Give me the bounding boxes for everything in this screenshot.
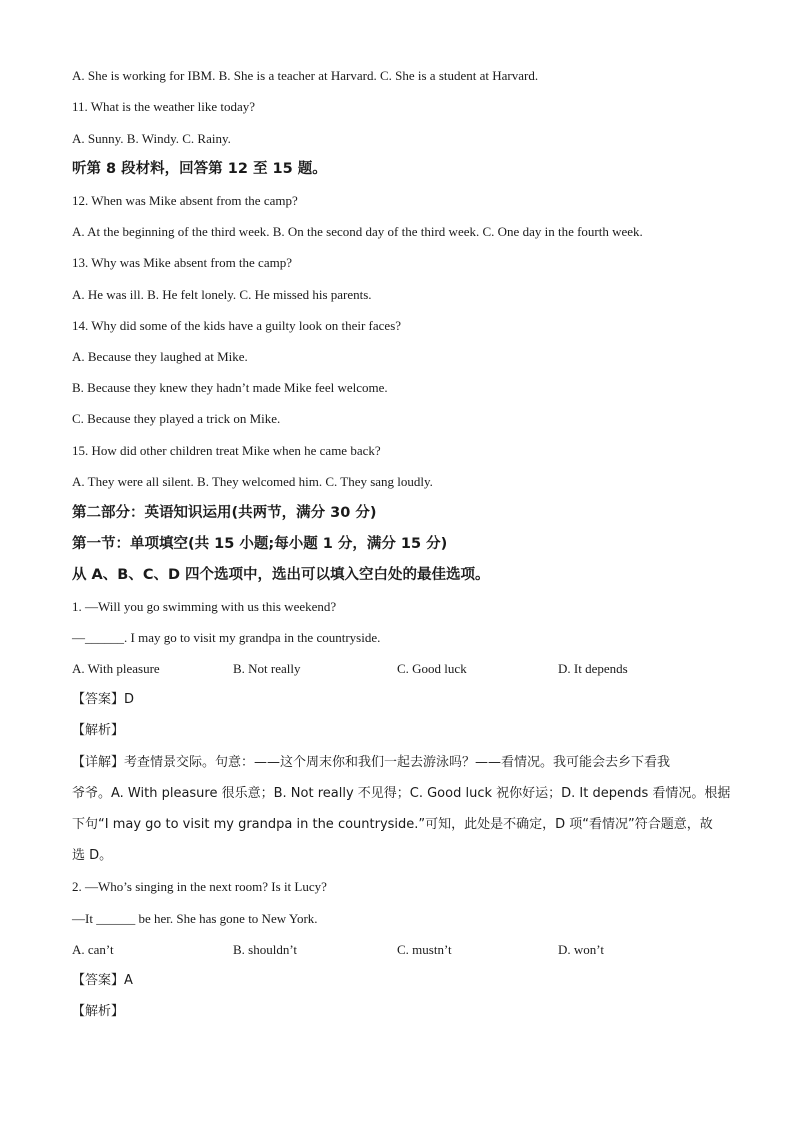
part-two-heading: 第二部分：英语知识运用(共两节，满分 30 分) [72, 505, 377, 521]
q2-response: —It ______ be her. She has gone to New York. [72, 911, 318, 926]
q14-option-a: A. Because they laughed at Mike. [72, 349, 248, 364]
q12-options: A. At the beginning of the third week. B. On the second day of the third week. C. One day in the fourth week. [72, 224, 643, 239]
q1-response: —______. I may go to visit my grandpa in the countryside. [72, 630, 381, 645]
q13-options: A. He was ill. B. He felt lonely. C. He missed his parents. [72, 287, 372, 302]
section-one-heading: 第一节：单项填空(共 15 小题;每小题 1 分，满分 15 分) [72, 536, 448, 552]
q14-stem: 14. Why did some of the kids have a guilty look on their faces? [72, 318, 402, 333]
q2-stem: 2. —Who’s singing in the next room? Is it Lucy? [72, 879, 327, 894]
section-heading-passage-8: 听第 8 段材料，回答第 12 至 15 题。 [72, 161, 327, 177]
q2-option-a: A. can’t [72, 942, 114, 957]
q2-analysis-label: 【解析】 [72, 1004, 125, 1019]
q1-answer: 【答案】D [72, 692, 135, 707]
q1-detail-line-1: 【详解】考查情景交际。句意：——这个周末你和我们一起去游泳吗？——看情况。我可能会去乡下看我 [72, 755, 671, 770]
q1-stem: 1. —Will you go swimming with us this weekend? [72, 599, 337, 614]
q1-analysis-label: 【解析】 [72, 723, 125, 738]
q1-option-a: A. With pleasure [72, 661, 160, 676]
q1-detail-line-3: 下句“I may go to visit my grandpa in the countryside.”可知，此处是不确定，D 项“看情况”符合题意，故 [72, 817, 713, 832]
q1-detail-line-4: 选 D。 [72, 848, 113, 863]
q13-stem: 13. Why was Mike absent from the camp? [72, 255, 292, 270]
q10-options: A. She is working for IBM. B. She is a teacher at Harvard. C. She is a student at Harvard. [72, 68, 539, 83]
q11-options: A. Sunny. B. Windy. C. Rainy. [72, 131, 231, 146]
instructions-heading: 从 A、B、C、D 四个选项中，选出可以填入空白处的最佳选项。 [72, 567, 490, 583]
q11-stem: 11. What is the weather like today? [72, 99, 256, 114]
q1-option-b: B. Not really [233, 661, 301, 676]
q1-option-c: C. Good luck [397, 661, 467, 676]
q14-option-c: C. Because they played a trick on Mike. [72, 411, 281, 426]
q14-option-b: B. Because they knew they hadn’t made Mike feel welcome. [72, 380, 388, 395]
q2-answer: 【答案】A [72, 973, 133, 988]
q2-option-b: B. shouldn’t [233, 942, 298, 957]
q15-options: A. They were all silent. B. They welcomed him. C. They sang loudly. [72, 474, 433, 489]
q1-detail-line-2: 爷爷。A. With pleasure 很乐意；B. Not really 不见得；C. Good luck 祝你好运；D. It depends 看情况。根据 [72, 786, 731, 801]
q12-stem: 12. When was Mike absent from the camp? [72, 193, 298, 208]
q15-stem: 15. How did other children treat Mike when he came back? [72, 443, 381, 458]
q1-option-d: D. It depends [558, 661, 628, 676]
q2-option-d: D. won’t [558, 942, 604, 957]
q2-option-c: C. mustn’t [397, 942, 452, 957]
